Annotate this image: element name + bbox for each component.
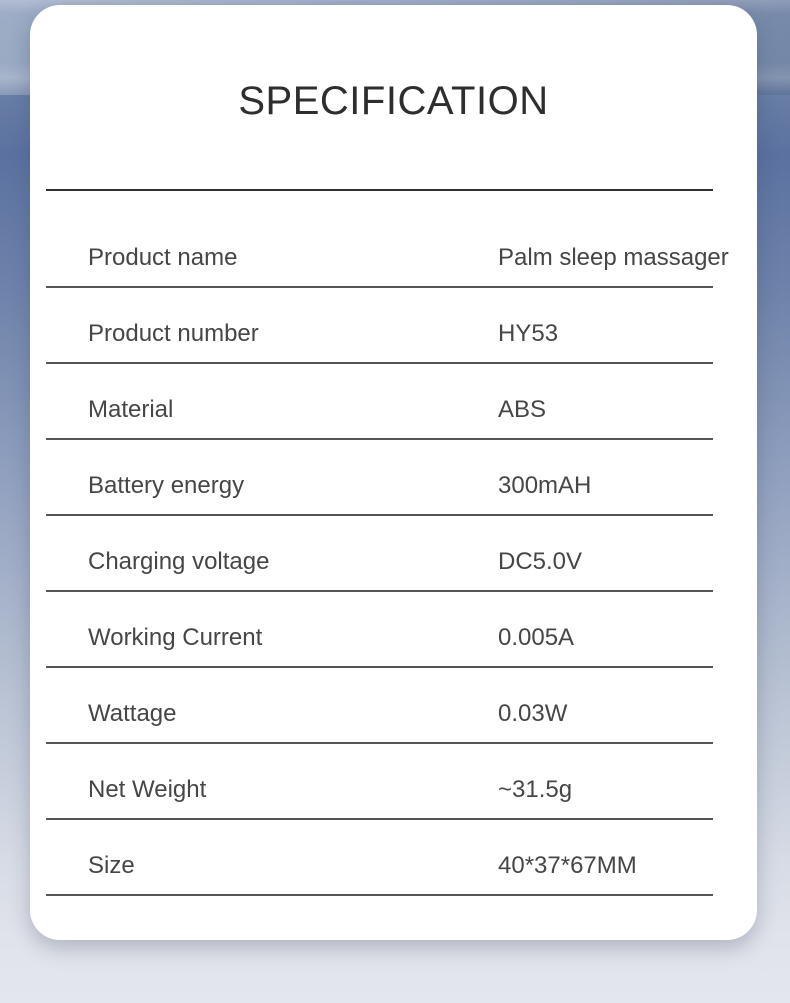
spec-value: ABS <box>498 396 547 423</box>
spec-label: Net Weight <box>88 776 207 803</box>
spec-row <box>46 364 713 440</box>
spec-value: 0.03W <box>498 700 568 727</box>
spec-value: 300mAH <box>498 472 592 499</box>
page-title: SPECIFICATION <box>238 79 549 123</box>
spec-label: Working Current <box>88 624 263 651</box>
spec-value: HY53 <box>498 320 559 347</box>
spec-value: 0.005A <box>498 624 575 651</box>
spec-card <box>30 5 757 940</box>
spec-label: Charging voltage <box>88 548 270 575</box>
spec-label: Product name <box>88 244 238 271</box>
spec-value: 40*37*67MM <box>498 852 637 879</box>
spec-row <box>46 820 713 896</box>
spec-value: Palm sleep massager <box>498 244 729 271</box>
spec-value: DC5.0V <box>498 548 583 575</box>
spec-row <box>46 516 713 592</box>
spec-row <box>46 191 729 288</box>
spec-row <box>46 592 713 668</box>
spec-value: ~31.5g <box>498 776 573 803</box>
spec-table <box>46 191 729 896</box>
spec-row <box>46 668 713 744</box>
spec-row <box>46 440 713 516</box>
spec-label: Battery energy <box>88 472 245 499</box>
spec-label: Size <box>88 852 135 879</box>
spec-label: Wattage <box>88 700 177 727</box>
spec-row <box>46 288 713 364</box>
spec-label: Material <box>88 396 174 423</box>
spec-row <box>46 744 713 820</box>
spec-label: Product number <box>88 320 259 347</box>
